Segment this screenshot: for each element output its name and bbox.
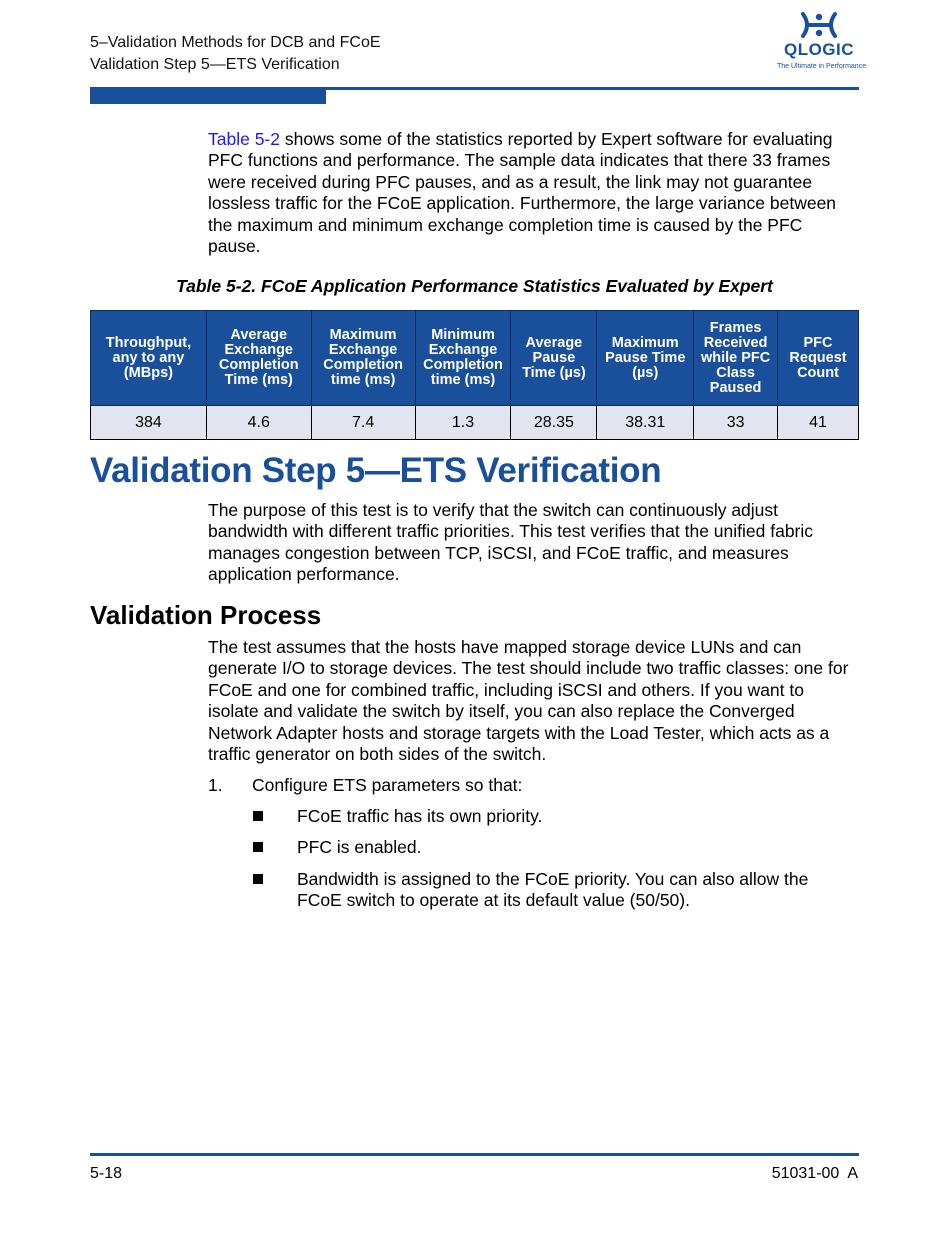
logo-tagline: The Ultimate in Performance xyxy=(777,63,867,70)
intro-text: shows some of the statistics reported by Expert software for evaluating PFC functions and performance. The sample data indicates that there 33 frames were received during PFC pauses, and as a result, the link may not guarantee lossless traffic for the FCoE application. Furthermore, the large variance between the maximum and minimum exchange completion time is caused by the PFC pause. xyxy=(208,129,837,257)
column-header xyxy=(206,311,311,406)
section-title: Validation Step 5—ETS Verification xyxy=(90,451,662,490)
section-paragraph: The purpose of this test is to verify that the switch can continuously adjust bandwidth with different traffic priorities. This test verifies that the unified fabric manages congestion between TCP, iSCSI, and FCoE traffic, and measures application performance. xyxy=(208,500,814,585)
table-cell: 41 xyxy=(778,406,859,440)
intro-paragraph xyxy=(208,129,858,257)
column-header-line: Received xyxy=(703,334,768,351)
column-header-line: time (ms) xyxy=(330,372,396,388)
column-header-line: Paused xyxy=(709,379,762,396)
header-accent-bar xyxy=(90,87,326,104)
column-header-line: Maximum xyxy=(611,334,679,351)
column-header-line: (MBps) xyxy=(123,364,173,381)
column-header-line: (µs) xyxy=(632,364,659,381)
logo-mark-icon xyxy=(777,10,861,40)
table-cell: 28.35 xyxy=(511,406,597,440)
step-number: 1. xyxy=(208,775,223,795)
column-header-line: Completion xyxy=(323,357,403,373)
bullet-text: PFC is enabled. xyxy=(297,837,422,857)
column-header xyxy=(415,311,511,406)
column-header-line: Completion xyxy=(218,357,299,373)
bullet-square-icon xyxy=(253,842,263,852)
column-header-line: Frames xyxy=(709,319,762,336)
column-header-line: Throughput, xyxy=(105,334,192,351)
running-header xyxy=(90,32,381,76)
column-header-line: Count xyxy=(797,364,839,381)
bullet-text: Bandwidth is assigned to the FCoE priority. You can also allow the FCoE switch to operate at its default value (50/50). xyxy=(297,869,809,911)
table-row xyxy=(91,406,859,440)
column-header-line: Pause Time xyxy=(605,349,686,366)
column-header-line: Class xyxy=(716,364,755,381)
table-cell: 33 xyxy=(694,406,778,440)
header-section: Validation Step 5—ETS Verification xyxy=(90,56,340,73)
column-header-line: while PFC xyxy=(700,349,771,366)
column-header-line: Completion xyxy=(423,357,503,373)
column-header-line: Request xyxy=(789,349,847,366)
column-header-line: Pause xyxy=(532,349,576,366)
column-header-line: Minimum xyxy=(431,327,495,343)
column-header-line: Exchange xyxy=(428,342,498,358)
column-header-line: PFC xyxy=(803,334,833,351)
table-5-2-link[interactable]: Table 5-2 xyxy=(208,129,280,149)
column-header-line: Exchange xyxy=(224,342,293,358)
column-header xyxy=(311,311,415,406)
column-header-line: Time (ms) xyxy=(224,372,293,388)
subsection-title: Validation Process xyxy=(90,600,322,630)
column-header xyxy=(91,311,207,406)
column-header xyxy=(511,311,597,406)
document-id: 51031-00 A xyxy=(771,1165,858,1182)
step-text: Configure ETS parameters so that: xyxy=(252,775,523,795)
column-header-line: Average xyxy=(230,327,288,343)
column-header-line: any to any xyxy=(112,349,185,366)
header-chapter: 5–Validation Methods for DCB and FCoE xyxy=(90,34,381,51)
column-header-line: Time (µs) xyxy=(522,364,586,381)
table-cell: 384 xyxy=(91,406,207,440)
logo-wordmark: QLOGIC xyxy=(783,40,855,59)
column-header-line: time (ms) xyxy=(430,372,496,388)
table-caption: Table 5-2. FCoE Application Performance Statistics Evaluated by Expert xyxy=(176,276,773,296)
table-header-row xyxy=(91,311,859,406)
column-header xyxy=(694,311,778,406)
table-cell: 7.4 xyxy=(311,406,415,440)
bullet-square-icon xyxy=(253,874,263,884)
bullet-text: FCoE traffic has its own priority. xyxy=(297,806,543,826)
column-header xyxy=(778,311,859,406)
column-header xyxy=(597,311,694,406)
table-cell: 38.31 xyxy=(597,406,694,440)
qlogic-logo xyxy=(777,10,867,74)
subsection-paragraph: The test assumes that the hosts have mapped storage device LUNs and can generate I/O to storage devices. The test should include two traffic classes: one for FCoE and one for combined traffic, including iSCSI and others. If you want to isolate and validate the switch by itself, you can also replace the Converged Network Adapter hosts and storage targets with the Load Tester, which acts as a traffic generator on both sides of the switch. xyxy=(208,637,849,765)
footer-rule xyxy=(90,1153,859,1156)
column-header-line: Maximum xyxy=(329,327,397,343)
page-number: 5-18 xyxy=(90,1165,123,1182)
table-cell: 1.3 xyxy=(415,406,511,440)
bullet-square-icon xyxy=(253,811,263,821)
table-cell: 4.6 xyxy=(206,406,311,440)
column-header-line: Average xyxy=(525,334,583,351)
column-header-line: Exchange xyxy=(328,342,398,358)
statistics-table xyxy=(90,310,859,440)
